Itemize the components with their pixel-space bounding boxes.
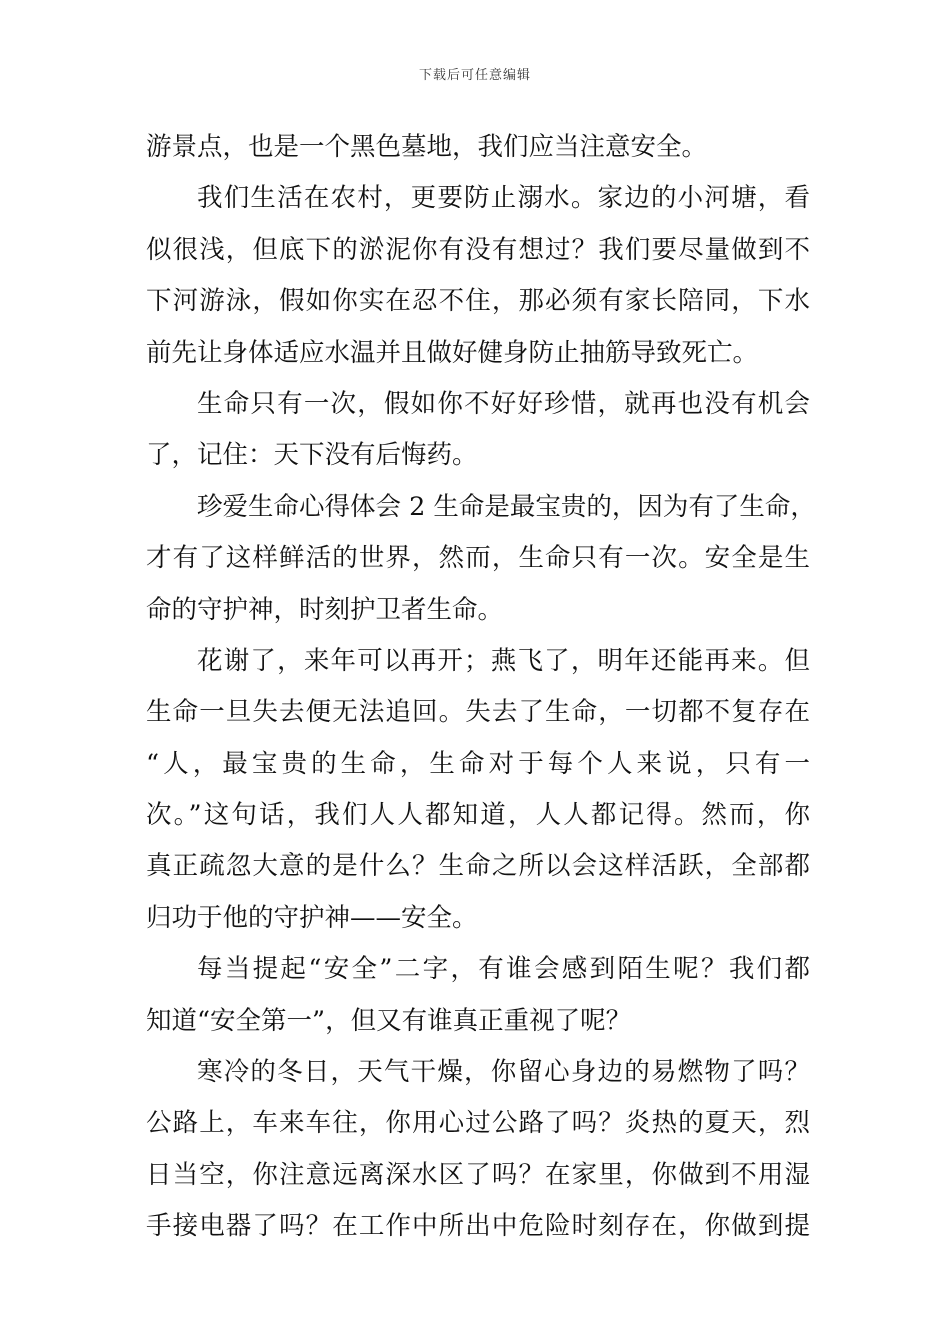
text-line-21: 日当空，你注意远离深水区了吗？在家里，你做到不用湿 [146,1159,810,1190]
text-line-7: 了，记住：天下没有后悔药。 [146,440,478,471]
text-line-15: 真正疏忽大意的是什么？生命之所以会这样活跃，全部都 [146,851,810,882]
text-line-16: 归功于他的守护神——安全。 [146,902,478,933]
text-line-22: 手接电器了吗？在工作中所出中危险时刻存在，你做到提 [146,1211,810,1242]
text-line-19: 寒冷的冬日，天气干燥，你留心身边的易燃物了吗？ [197,1057,810,1088]
text-line-13: “人，最宝贵的生命，生命对于每个人来说，只有一 [146,748,810,779]
text-line-6: 生命只有一次，假如你不好好珍惜，就再也没有机会 [197,388,810,419]
text-line-10: 命的守护神，时刻护卫者生命。 [146,594,504,625]
text-line-3: 似很浅，但底下的淤泥你有没有想过？我们要尽量做到不 [146,234,810,265]
text-line-5: 前先让身体适应水温并且做好健身防止抽筋导致死亡。 [146,337,759,368]
body-text [146,122,816,1253]
text-line-1: 游景点，也是一个黑色墓地，我们应当注意安全。 [146,132,708,162]
text-line-14: 次。”这句话，我们人人都知道，人人都记得。然而，你 [146,800,810,831]
text-line-12: 生命一旦失去便无法追回。失去了生命，一切都不复存在 [146,697,810,728]
text-line-11: 花谢了，来年可以再开；燕飞了，明年还能再来。但 [197,645,810,676]
text-line-4: 下河游泳，假如你实在忍不住，那必须有家长陪同，下水 [146,286,810,317]
text-line-17: 每当提起“安全”二字，有谁会感到陌生呢？我们都 [197,954,810,985]
text-line-18: 知道“安全第一”，但又有谁真正重视了呢？ [146,1005,632,1036]
text-line-8: 珍爱生命心得体会 2 生命是最宝贵的，因为有了生命， [197,491,816,522]
page-header: 下载后可任意编辑 [418,68,531,83]
text-line-20: 公路上，车来车往，你用心过公路了吗？炎热的夏天，烈 [146,1108,810,1139]
text-line-2: 我们生活在农村，更要防止溺水。家边的小河塘，看 [197,183,810,214]
text-line-9: 才有了这样鲜活的世界，然而，生命只有一次。安全是生 [146,543,810,574]
